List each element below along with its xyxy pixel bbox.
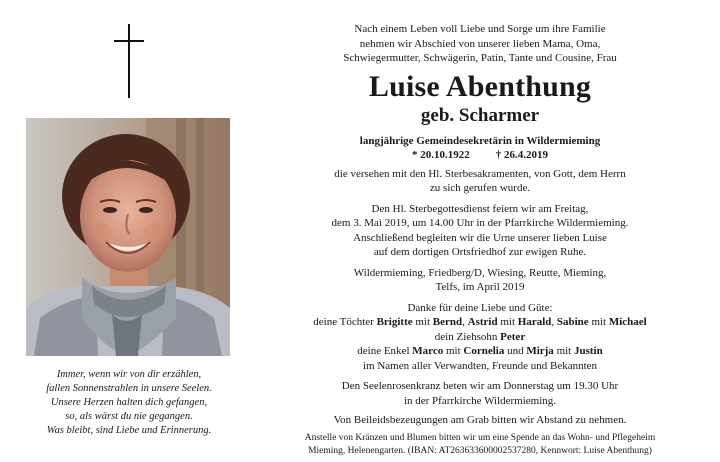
poem-line: Was bleibt, sind Liebe und Erinnerung. [46, 425, 212, 436]
maiden-name: geb. Scharmer [420, 104, 540, 126]
service-text [250, 202, 710, 260]
cross-icon [114, 24, 144, 98]
poem-line: Unsere Herzen halten dich gefangen, [50, 397, 208, 408]
connector: mit [497, 316, 518, 328]
grandchildren-line [250, 344, 710, 359]
portrait-photo [26, 118, 230, 356]
service-line: Den Hl. Sterbegottesdienst feiern wir am Freitag, [371, 202, 589, 215]
connector: mit [553, 345, 574, 357]
place-date-line: Telfs, im April 2019 [435, 281, 525, 293]
birth-date: * 20.10.1922 [412, 149, 470, 161]
connector: , [551, 316, 557, 328]
service-line: dem 3. Mai 2019, um 14.00 Uhr in der Pfarrkirche Wildermieming. [331, 217, 629, 229]
foster-son-line [250, 330, 710, 345]
thanks-line: Danke für deine Liebe und Güte: [407, 301, 553, 314]
intro-text [250, 22, 710, 66]
relatives-line: im Namen aller Verwandten, Freunde und Bekannten [362, 359, 598, 372]
connector: mit [588, 316, 609, 328]
poem-line: fallen Sonnenstrahlen in unsere Seelen. [46, 383, 212, 394]
daughter-name: Astrid [467, 316, 498, 328]
sacraments-line: die versehen mit den Hl. Sterbesakramenten, von Gott, dem Herrn [334, 167, 626, 180]
poem-line: so, als wärst du nie gegangen. [65, 411, 193, 422]
rosary-line: Den Seelenrosenkranz beten wir am Donnerstag um 19.30 Uhr [341, 380, 619, 392]
intro-line: Nach einem Leben voll Liebe und Sorge um ihre Familie [354, 23, 606, 35]
daughter-name: Sabine [556, 316, 589, 328]
connector: und [504, 345, 527, 357]
partner-name: Harald [517, 316, 552, 328]
memorial-poem [14, 368, 244, 438]
place-date-line: Wildermieming, Friedberg/D, Wiesing, Reutte, Mieming, [353, 266, 607, 279]
partner-name: Bernd [432, 316, 463, 328]
deceased-role: langjährige Gemeindesekretärin in Wildermieming [359, 134, 601, 147]
connector: mit [443, 345, 464, 357]
family-section [250, 301, 710, 374]
partner-name: Michael [608, 316, 647, 328]
partner-name: Cornelia [463, 345, 505, 357]
donation-text [250, 432, 710, 458]
connector: mit [412, 316, 433, 328]
rosary-text [250, 379, 710, 408]
rosary-line: in der Pfarrkirche Wildermieming. [403, 394, 557, 407]
life-dates [250, 148, 710, 163]
daughter-name: Brigitte [376, 316, 413, 328]
death-date: † 26.4.2019 [495, 149, 548, 161]
donation-line: Mieming, Helenengarten. (IBAN: AT263633600002537280, Kennwort: Luise Abenthung) [308, 445, 652, 456]
sacraments-line: zu sich gerufen wurde. [429, 182, 531, 194]
connector: , [462, 316, 468, 328]
foster-son-name: Peter [500, 330, 526, 343]
partner-name: Justin [573, 345, 603, 357]
sacraments-text [250, 167, 710, 196]
poem-line: Immer, wenn wir von dir erzählen, [56, 369, 202, 380]
grandchildren-prefix: deine Enkel [357, 345, 413, 357]
notice-text [250, 22, 710, 458]
condolences-line: Von Beileidsbezeugungen am Grab bitten wir Abstand zu nehmen. [333, 414, 627, 426]
intro-line: nehmen wir Abschied von unserer lieben Mama, Oma, [359, 37, 601, 50]
grandchild-name: Marco [412, 345, 444, 357]
condolences-text [250, 413, 710, 428]
service-line: auf dem dortigen Ortsfriedhof zur ewigen Ruhe. [373, 246, 587, 258]
grandchild-name: Mirja [526, 345, 554, 357]
donation-line: Anstelle von Kränzen und Blumen bitten wir um eine Spende an das Wohn- und Pflegeheim [304, 432, 656, 443]
service-line: Anschließend begleiten wir die Urne unserer lieben Luise [353, 231, 607, 244]
deceased-name: Luise Abenthung [368, 69, 592, 103]
daughters-prefix: deine Töchter [313, 316, 377, 328]
place-date [250, 266, 710, 295]
daughters-line [250, 315, 710, 330]
foster-prefix: dein Ziehsohn [434, 330, 501, 343]
intro-line: Schwiegermutter, Schwägerin, Patin, Tante und Cousine, Frau [343, 52, 617, 64]
